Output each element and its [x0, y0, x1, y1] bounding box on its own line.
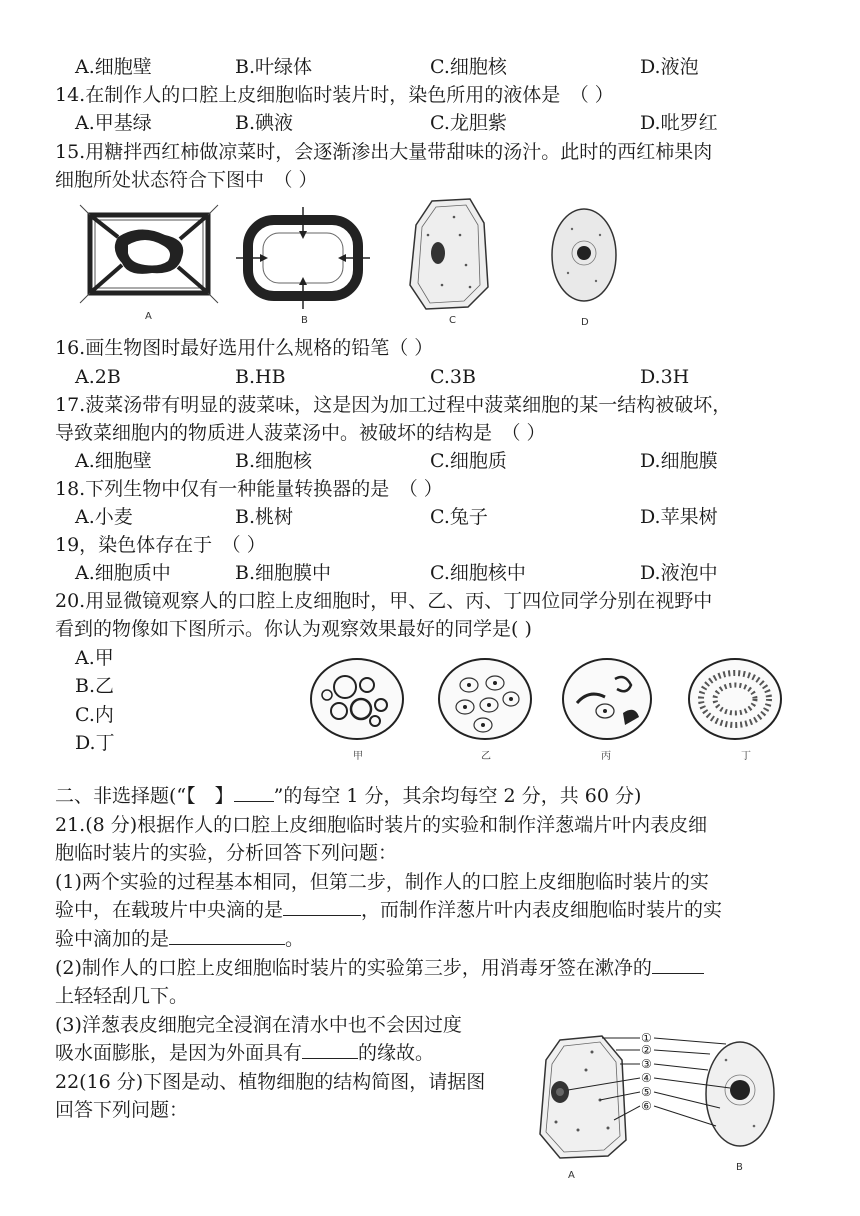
- option-d: D.液泡中: [640, 562, 718, 584]
- option-b: B.HB: [235, 366, 286, 388]
- q20-label-bing: 丙: [601, 751, 611, 762]
- q15-label-c: C: [449, 315, 456, 326]
- q15-label-d: D: [581, 317, 589, 328]
- q14-stem: 14.在制作人的口腔上皮细胞临时装片时，染色所用的液体是 （ ）: [55, 84, 614, 106]
- q20-option-b: B.乙: [75, 675, 115, 697]
- q15-figure-c: [410, 199, 488, 326]
- q21-p1-line1: (1)两个实验的过程基本相同，但第二步，制作人的口腔上皮细胞临时装片的实: [55, 871, 709, 893]
- q17-stem-line2: 导致菜细胞内的物质进人菠菜汤中。被破坏的结构是 （ ）: [55, 422, 546, 444]
- option-b: B.碘液: [235, 112, 294, 134]
- q22-num-6: ⑥: [641, 1099, 652, 1113]
- option-c: C.细胞质: [430, 450, 507, 472]
- option-c: C.3B: [430, 366, 476, 388]
- q18-options: [75, 504, 835, 530]
- section2-heading-a: 二、非选择题(“【 】: [55, 785, 234, 807]
- q20-view-bing: [563, 659, 651, 762]
- q20-option-d: D.丁: [75, 732, 115, 754]
- q20-stem-line1: 20.用显微镜观察人的口腔上皮细胞时，甲、乙、丙、丁四位同学分别在视野中: [55, 590, 713, 612]
- option-a: A.细胞壁: [75, 450, 152, 472]
- q21-p3-line2-a: 吸水面膨胀，是因为外面具有: [55, 1042, 303, 1064]
- q20-label-ding: 丁: [741, 751, 751, 762]
- option-b: B.桃树: [235, 506, 294, 528]
- option-a: A.甲基绿: [75, 112, 152, 134]
- q15-figure-b: [236, 207, 370, 326]
- q21-p1-line3-b: 。: [285, 928, 305, 950]
- q20-view-ding: [689, 659, 781, 762]
- q21-p1-line3-a: 验中滴加的是: [55, 928, 170, 950]
- q15-figure-a: [80, 205, 218, 322]
- q22-label-b: B: [736, 1162, 743, 1173]
- q21-blank-3[interactable]: [652, 955, 704, 974]
- option-d: D.苹果树: [640, 506, 718, 528]
- option-c: C.龙胆紫: [430, 112, 507, 134]
- option-a: A.细胞质中: [75, 562, 171, 584]
- q17-options: [75, 448, 835, 474]
- q22-label-a: A: [568, 1170, 575, 1181]
- q14-options: [75, 110, 835, 136]
- q21-p2-line2: 上轻轻刮几下。: [55, 985, 189, 1007]
- section2-heading-b: ”的每空 1 分，其余均每空 2 分，共 60 分): [273, 785, 642, 807]
- q19-stem: 19，染色体存在于 （ ）: [55, 534, 266, 556]
- q21-p1-line2-b: ，而制作洋葱片叶内表皮细胞临时装片的实: [361, 899, 723, 921]
- q22-cell-structure-figure: [530, 1030, 800, 1180]
- q21-p3-line2-b: 的缘故。: [358, 1042, 435, 1064]
- option-c: C.细胞核: [430, 56, 507, 78]
- q18-stem: 18.下列生物中仅有一种能量转换器的是 （ ）: [55, 478, 443, 500]
- q21-p1-line2: [55, 897, 820, 923]
- section2-heading: [55, 783, 820, 809]
- q22-line2: 回答下列问题：: [55, 1099, 189, 1121]
- q20-microscope-figure: [305, 655, 825, 767]
- option-a: A.细胞壁: [75, 56, 152, 78]
- q22-plant-cell-a: [540, 1036, 626, 1181]
- q15-label-b: B: [301, 315, 308, 326]
- option-d: D.细胞膜: [640, 450, 718, 472]
- q16-options: [75, 364, 835, 390]
- q22-num-1: ①: [641, 1031, 652, 1045]
- q20-view-yi: [439, 659, 531, 762]
- q21-blank-4[interactable]: [302, 1040, 358, 1059]
- q15-figure-d: [552, 209, 616, 328]
- q21-line2: 胞临时装片的实验，分析回答下列问题：: [55, 842, 398, 864]
- q15-stem-line1: 15.用糖拌西红柿做凉菜时，会逐渐渗出大量带甜味的汤汁。此时的西红柿果肉: [55, 141, 713, 163]
- option-c: C.细胞核中: [430, 562, 526, 584]
- q20-label-yi: 乙: [481, 751, 491, 762]
- option-b: B.细胞核: [235, 450, 313, 472]
- option-d: D.液泡: [640, 56, 699, 78]
- option-c: C.兔子: [430, 506, 488, 528]
- option-d: D.3H: [640, 366, 690, 388]
- q17-stem-line1: 17.菠菜汤带有明显的菠菜味，这是因为加工过程中菠菜细胞的某一结构被破坏，: [55, 394, 732, 416]
- q21-blank-2[interactable]: [169, 926, 285, 945]
- option-b: B.叶绿体: [235, 56, 313, 78]
- q21-line1: 21.(8 分)根据作人的口腔上皮细胞临时装片的实验和制作洋葱端片叶内表皮细: [55, 814, 708, 836]
- q22-num-5: ⑤: [641, 1085, 652, 1099]
- q22-num-4: ④: [641, 1071, 652, 1085]
- q21-p1-line2-a: 验中，在载玻片中央滴的是: [55, 899, 284, 921]
- q15-label-a: A: [145, 311, 152, 322]
- q15-stem-line2: 细胞所处状态符合下图中 （ ）: [55, 169, 318, 191]
- option-b: B.细胞膜中: [235, 562, 332, 584]
- q21-p2-line1: [55, 955, 820, 981]
- q20-stem-line2: 看到的物像如下图所示。你认为观察效果最好的同学是( ): [55, 618, 532, 640]
- q21-blank-1[interactable]: [283, 897, 361, 916]
- q22-num-3: ③: [641, 1057, 652, 1071]
- q15-cell-figure: [70, 195, 660, 335]
- q20-view-jia: [311, 659, 403, 762]
- q20-option-c: C.内: [75, 704, 114, 726]
- option-a: A.2B: [75, 366, 121, 388]
- q19-options: [75, 560, 835, 586]
- q20-label-jia: 甲: [353, 751, 363, 762]
- heading-blank: [234, 783, 274, 802]
- q16-stem: 16.画生物图时最好选用什么规格的铅笔（ ）: [55, 337, 434, 359]
- q22-num-2: ②: [641, 1043, 652, 1057]
- option-d: D.吡罗红: [640, 112, 718, 134]
- q21-p3-line1: (3)洋葱表皮细胞完全浸润在清水中也不会因过度: [55, 1014, 462, 1036]
- option-a: A.小麦: [75, 506, 133, 528]
- q22-line1: 22(16 分)下图是动、植物细胞的结构简图，请据图: [55, 1071, 486, 1093]
- q21-p2-line1-text: (2)制作人的口腔上皮细胞临时装片的实验第三步，用消毒牙签在漱净的: [55, 957, 652, 979]
- q13-options: [75, 54, 835, 80]
- q21-p1-line3: [55, 926, 820, 952]
- q20-option-a: A.甲: [75, 647, 114, 669]
